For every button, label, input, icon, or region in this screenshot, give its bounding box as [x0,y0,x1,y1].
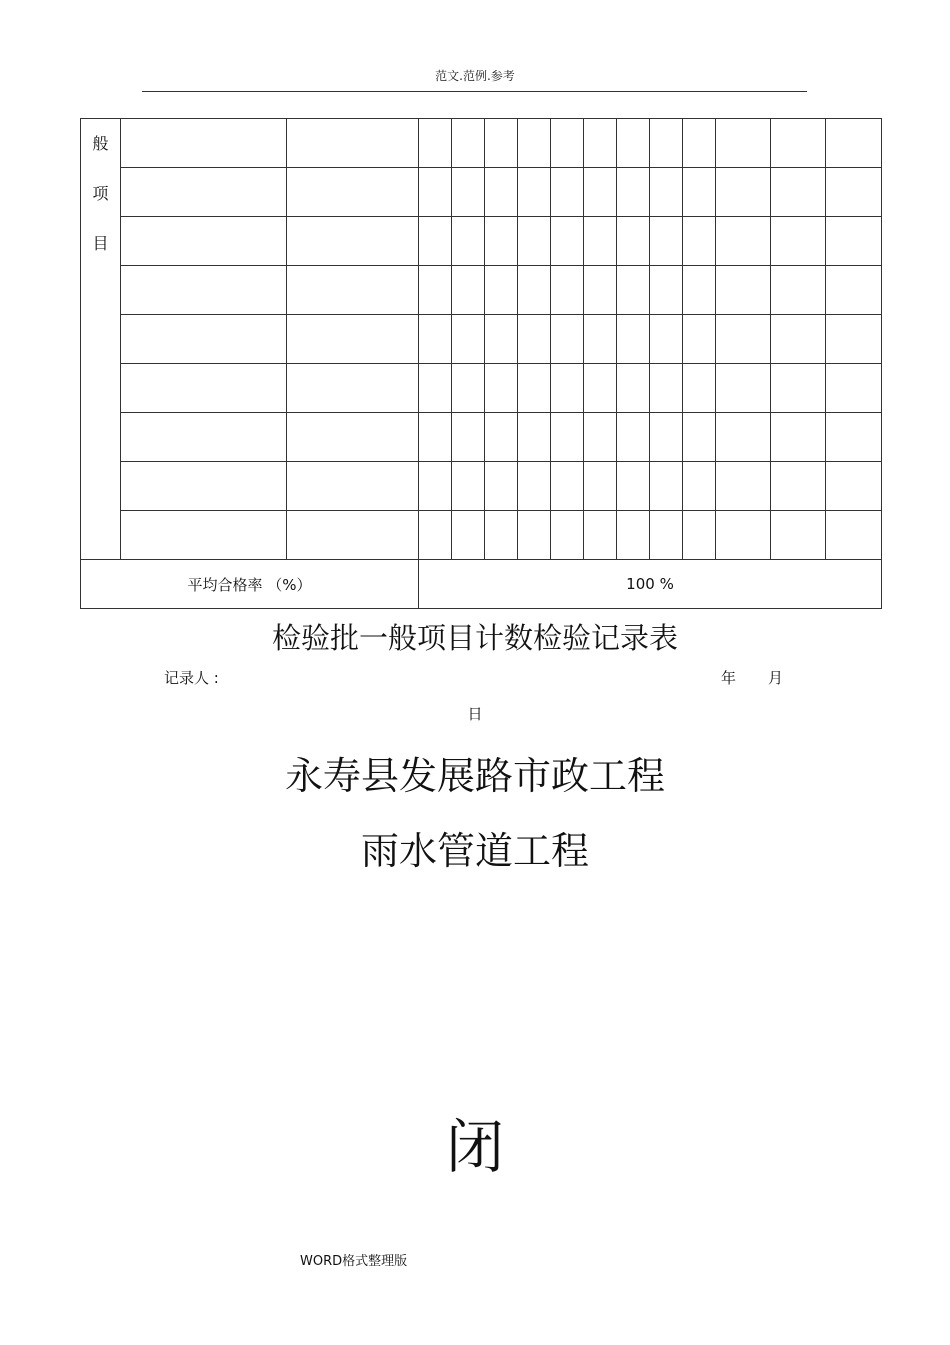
table-cell [584,315,617,364]
table-cell [419,168,452,217]
section-character: 闭 [445,1113,504,1181]
table-cell [771,413,826,462]
table-cell [771,217,826,266]
table-cell [771,119,826,168]
table-cell [419,511,452,560]
table-cell [826,462,882,511]
form-title: 检验批一般项目计数检验记录表 [271,621,678,655]
table-cell [419,266,452,315]
table-cell [771,168,826,217]
table-cell [419,315,452,364]
table-row [81,315,882,364]
table-cell [121,119,287,168]
table-cell [584,266,617,315]
table-cell [287,413,419,462]
date-month: 月 [768,669,784,687]
table-cell [771,511,826,560]
table-cell [584,462,617,511]
table-cell [452,462,485,511]
table-cell [551,413,584,462]
table-cell [650,168,683,217]
table-cell [452,413,485,462]
table-cell [485,364,518,413]
table-cell [650,413,683,462]
table-cell [551,462,584,511]
table-cell [771,266,826,315]
table-cell [551,217,584,266]
table-cell [452,168,485,217]
table-cell [826,168,882,217]
table-cell [121,462,287,511]
table-cell [452,266,485,315]
table-cell [419,364,452,413]
table-cell [452,511,485,560]
table-cell [650,462,683,511]
table-cell [716,168,771,217]
table-cell [771,462,826,511]
project-title: 永寿县发展路市政工程 [284,754,665,798]
table-cell [716,119,771,168]
table-cell [826,315,882,364]
table-cell [452,119,485,168]
table-cell [485,266,518,315]
table-cell [683,119,716,168]
table-cell [485,413,518,462]
table-cell [287,217,419,266]
side-label-cell [81,119,121,560]
table-cell [650,315,683,364]
table-cell [518,413,551,462]
page-header: 范文.范例.参考 [435,69,515,83]
table-cell [485,217,518,266]
table-cell [518,266,551,315]
table-cell [121,168,287,217]
table-cell [419,217,452,266]
table-cell [452,315,485,364]
table-cell [826,413,882,462]
table-cell [121,266,287,315]
table-cell [584,413,617,462]
table-cell [650,266,683,315]
table-cell [683,266,716,315]
table-cell [518,511,551,560]
table-cell [683,462,716,511]
table-cell [551,315,584,364]
table-cell [584,511,617,560]
table-cell [551,364,584,413]
table-cell [716,266,771,315]
table-cell [617,364,650,413]
table-cell [650,119,683,168]
table-cell [771,364,826,413]
table-cell [518,315,551,364]
table-cell [287,168,419,217]
table-cell [452,364,485,413]
table-cell [485,168,518,217]
table-row [81,266,882,315]
table-cell [121,217,287,266]
table-cell [617,119,650,168]
table-cell [826,364,882,413]
inspection-table [80,118,882,609]
table-cell [419,413,452,462]
table-cell [617,315,650,364]
table-cell [121,315,287,364]
rate-label: 平均合格率 （%） [81,560,419,609]
table-cell [716,217,771,266]
table-cell [650,364,683,413]
table-row [81,119,882,168]
table-cell [551,119,584,168]
table-row [81,364,882,413]
side-label-char: 项 [92,184,109,203]
date-day: 日 [467,705,483,723]
page-footer: WORD格式整理版 [300,1254,408,1269]
table-cell [683,315,716,364]
table-cell [287,266,419,315]
table-cell [826,217,882,266]
table-cell [826,511,882,560]
table-cell [419,119,452,168]
header-divider [142,91,807,92]
table-cell [584,364,617,413]
table-cell [287,119,419,168]
table-row [81,413,882,462]
table-cell [826,266,882,315]
table-cell [716,413,771,462]
table-cell [518,119,551,168]
rate-row [81,560,882,609]
table-cell [584,168,617,217]
table-cell [121,413,287,462]
table-cell [121,511,287,560]
table-cell [650,217,683,266]
table-cell [683,413,716,462]
table-cell [716,462,771,511]
table-cell [518,168,551,217]
table-cell [716,315,771,364]
table-cell [485,119,518,168]
table-cell [683,511,716,560]
table-cell [518,462,551,511]
table-cell [826,119,882,168]
table-cell [518,217,551,266]
table-cell [419,462,452,511]
table-cell [287,315,419,364]
date-year: 年 [721,669,737,687]
table-row [81,217,882,266]
table-cell [551,168,584,217]
table-cell [617,462,650,511]
rate-value: 100 % [419,560,882,609]
table-cell [617,217,650,266]
table-cell [584,217,617,266]
table-cell [551,266,584,315]
table-row [81,462,882,511]
table-cell [452,217,485,266]
table-cell [287,462,419,511]
table-cell [485,511,518,560]
table-cell [617,511,650,560]
side-label-char: 目 [92,234,109,253]
recorder-label: 记录人 : [164,669,219,687]
table-cell [287,364,419,413]
table-cell [121,364,287,413]
table-row [81,168,882,217]
table-cell [584,119,617,168]
table-cell [617,266,650,315]
table-cell [716,511,771,560]
table-cell [287,511,419,560]
table-cell [485,315,518,364]
table-cell [650,511,683,560]
side-label-char: 般 [92,134,109,153]
table-cell [683,217,716,266]
table-cell [617,413,650,462]
table-cell [617,168,650,217]
table-cell [771,315,826,364]
table-row [81,511,882,560]
table-cell [518,364,551,413]
table-cell [683,364,716,413]
table-cell [485,462,518,511]
table-cell [716,364,771,413]
table-cell [551,511,584,560]
subproject-title: 雨水管道工程 [360,829,589,873]
table-cell [683,168,716,217]
